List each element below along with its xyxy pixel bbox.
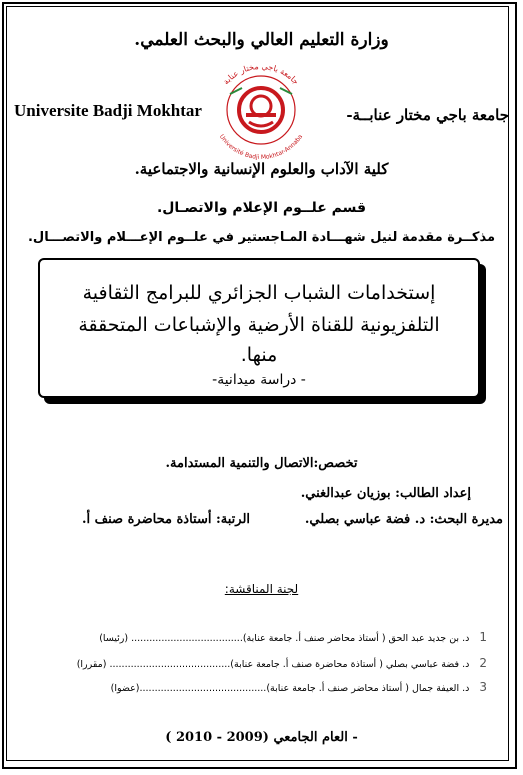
committee-member [36,656,487,670]
committee-member [36,630,487,644]
thesis-title-line-1: إستخدامات الشباب الجزائري للبرامج الثقافية [82,282,436,304]
academic-year: - العام الجامعي (2009 - 2010 ) [165,730,358,745]
svg-text:جامعة باجي مختار عنابة [221,62,300,86]
thesis-subtitle: - دراسة ميدانية- [212,372,306,388]
supervisor-rank: الرتبة: أستاذة محاضرة صنف أ. [82,512,251,527]
member-text: د. فضة عباسي بصلي ( أستاذة محاضرة صنف أ. جامعة عنابة)........................................ (مقررا) [76,659,470,670]
logo-text-top: جامعة باجي مختار عنابة [221,61,301,87]
member-number: 1 [479,630,487,644]
thesis-title-line-3: منها. [240,344,278,366]
member-number: 2 [479,656,487,670]
supervisor-name: مديرة البحث: د. فضة عباسي بصلي. [304,512,503,527]
memo-statement: مذكــرة مقدمة لنيل شهـــادة المـاجستير في علــوم الإعـــلام والاتصـــال. [27,230,496,245]
university-name-arabic: جامعة باجي مختار عنابــة- [346,106,509,124]
department-name: قسم علــوم الإعلام والاتصـال. [156,200,367,216]
thesis-title-line-2: التلفزيونية للقناة الأرضية والإشباعات المتحققة [78,314,440,336]
university-name-french: Universite Badji Mokhtar [14,101,202,120]
faculty-name: كلية الآداب والعلوم الإنسانية والاجتماعية. [134,160,389,178]
logo-text-bottom: Université Badji Mokhtar-Annaba [217,133,305,162]
member-text: د. بن جديد عبد الحق ( أستاذ محاضر صنف أ. جامعة عنابة)..................................... (رئيسا) [99,633,470,644]
committee-heading: لجنة المناقشة: [224,582,299,596]
specialization: تخصص:الاتصال والتنمية المستدامة. [165,456,358,471]
svg-text:Université Badji Mokhtar-Annab [218,133,304,161]
member-number: 3 [479,680,487,694]
university-logo [202,50,320,168]
member-text: د. العيفة جمال ( أستاذ محاضر صنف أ. جامعة عنابة)..........................................(عضوا) [110,683,470,694]
student-name: إعداد الطالب: بوزيان عبدالغني. [300,486,471,501]
ministry-name: وزارة التعليم العالي والبحث العلمي. [134,30,389,50]
committee-member [36,680,487,694]
